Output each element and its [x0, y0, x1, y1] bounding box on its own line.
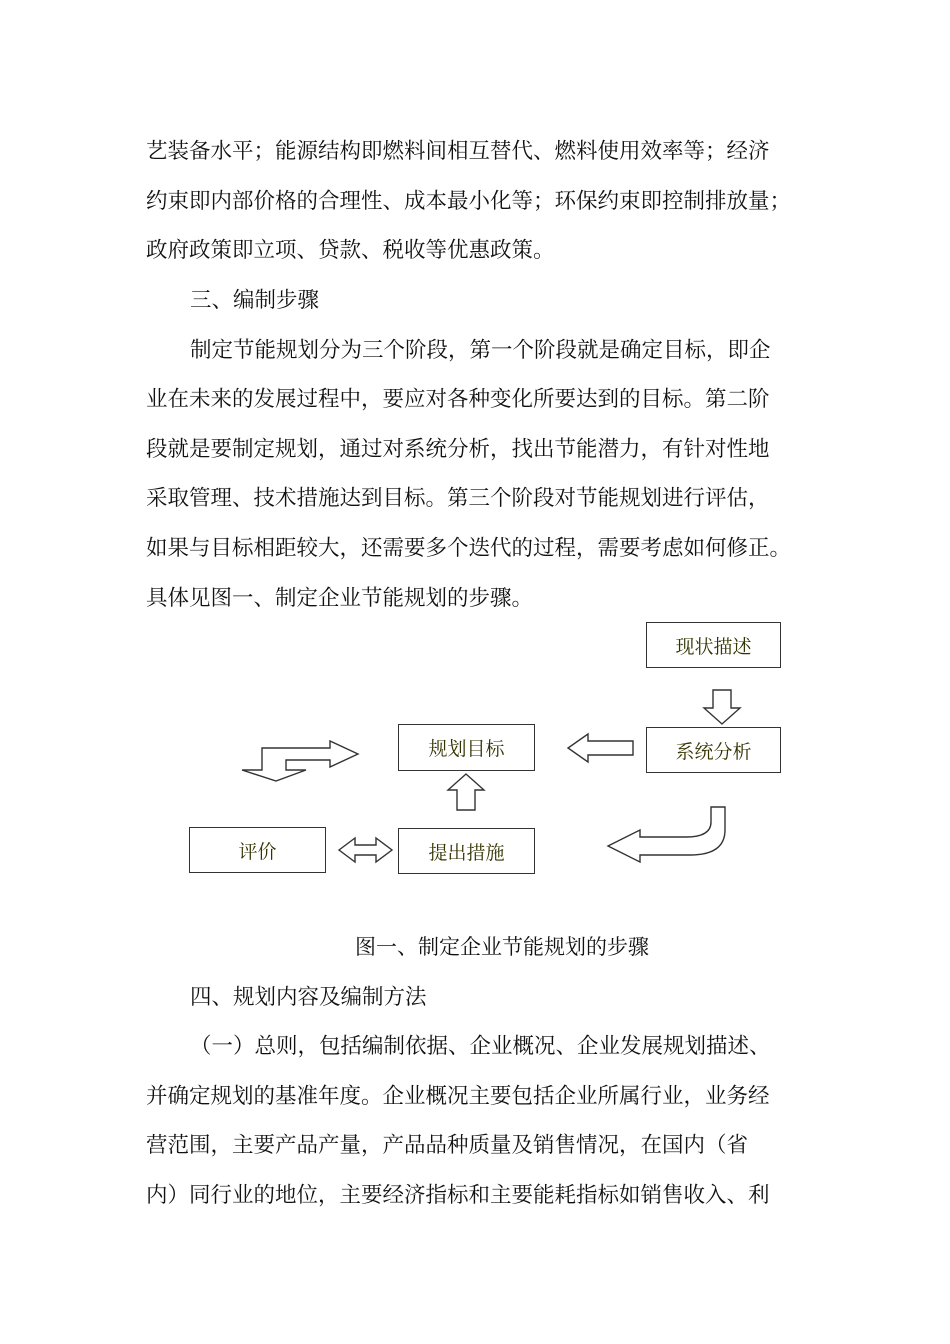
- body-line: 并确定规划的基准年度。企业概况主要包括企业所属行业，业务经: [146, 1084, 770, 1109]
- figure-caption: 图一、制定企业节能规划的步骤: [355, 935, 649, 959]
- body-line: 艺装备水平；能源结构即燃料间相互替代、燃料使用效率等；经济: [146, 139, 770, 164]
- section-heading-4: 四、规划内容及编制方法: [190, 985, 427, 1010]
- body-line: 业在未来的发展过程中，要应对各种变化所要达到的目标。第二阶: [146, 387, 770, 412]
- arrow-double-icon: [339, 838, 392, 862]
- body-line: 段就是要制定规划，通过对系统分析，找出节能潜力，有针对性地: [146, 437, 770, 462]
- body-line: 内）同行业的地位，主要经济指标和主要能耗指标如销售收入、利: [146, 1183, 770, 1208]
- body-line: 营范围，主要产品产量，产品品种质量及销售情况，在国内（省: [146, 1133, 749, 1158]
- box-system-analysis: 系统分析: [646, 727, 781, 773]
- arrow-down-icon: [704, 690, 740, 724]
- body-line: （一）总则，包括编制依据、企业概况、企业发展规划描述、: [190, 1034, 771, 1059]
- body-line: 约束即内部价格的合理性、成本最小化等；环保约束即控制排放量；: [146, 189, 792, 214]
- body-line: 具体见图一、制定企业节能规划的步骤。: [146, 586, 534, 611]
- body-line: 如果与目标相距较大，还需要多个迭代的过程，需要考虑如何修正。: [146, 536, 792, 561]
- box-evaluation: 评价: [189, 827, 326, 873]
- section-heading-3: 三、编制步骤: [190, 288, 320, 313]
- body-line: 政府政策即立项、贷款、税收等优惠政策。: [146, 238, 555, 263]
- box-planning-target: 规划目标: [398, 724, 535, 771]
- box-propose-measures: 提出措施: [398, 828, 535, 874]
- body-line: 采取管理、技术措施达到目标。第三个阶段对节能规划进行评估，: [146, 486, 770, 511]
- arrow-left-icon: [568, 734, 633, 762]
- arrow-curve-icon: [608, 807, 725, 862]
- arrow-cycle-icon: [242, 741, 358, 781]
- arrow-up-icon: [448, 774, 484, 810]
- body-line: 制定节能规划分为三个阶段，第一个阶段就是确定目标，即企: [190, 338, 771, 363]
- box-current-state: 现状描述: [646, 622, 781, 668]
